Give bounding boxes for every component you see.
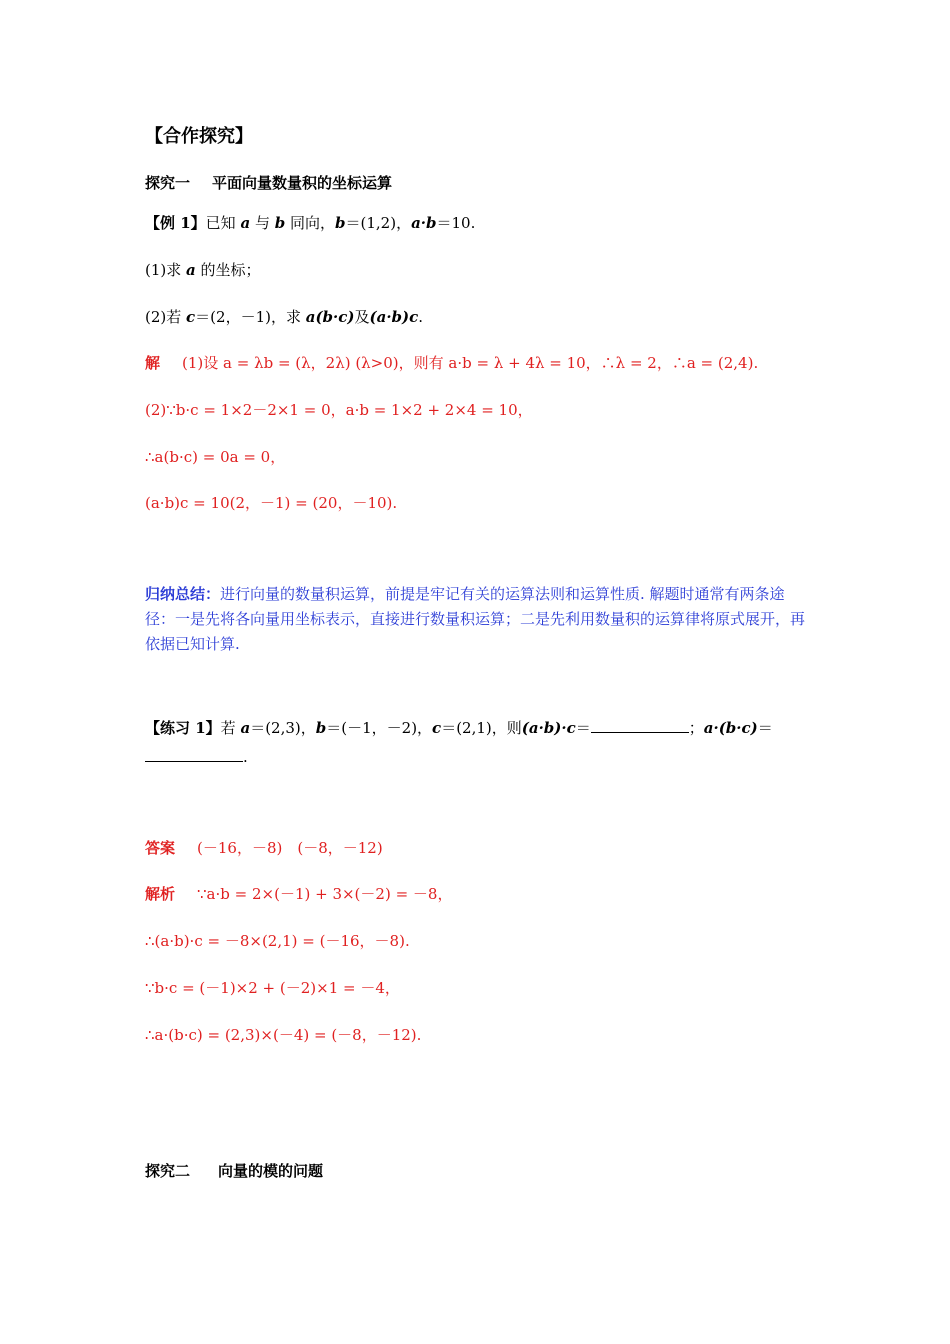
analysis1-line3: ∵b·c = (－1)×2 + (－2)×1 = －4， (145, 979, 400, 997)
var-b: b (274, 214, 286, 232)
var-c: c (186, 308, 196, 326)
inquiry2-title: 向量的模的问题 (218, 1162, 324, 1180)
text: ＝(2,1)，则 (441, 719, 522, 737)
text: ＝(－1，－2)， (326, 719, 433, 737)
text: (2)若 (145, 308, 187, 326)
text: ＝ (757, 719, 773, 737)
inquiry1-title: 平面向量数量积的坐标运算 (212, 174, 393, 192)
solution1-line1 (145, 353, 758, 373)
inquiry2-label: 探究二 (145, 1162, 191, 1180)
example1-question1 (145, 260, 261, 280)
solution1-line4: (a·b)c = 10(2，－1) = (20，－10). (145, 494, 398, 512)
inquiry1-label: 探究一 (145, 174, 191, 192)
analysis-text: ∵a·b = 2×(－1) + 3×(－2) = －8， (197, 885, 453, 903)
var-a: a (240, 719, 251, 737)
text: ； (688, 719, 704, 737)
example1-statement (145, 213, 475, 233)
text: ＝(2，－1)，求 (195, 308, 306, 326)
text: ＝10. (436, 214, 476, 232)
exercise1-label: 【练习 1】 (145, 719, 221, 737)
analysis1-line2: ∴(a·b)·c = －8×(2,1) = (－16，－8). (145, 932, 410, 950)
summary-text: 进行向量的数量积运算，前提是牢记有关的运算法则和运算性质. 解题时通常有两条途径：一是先将各向量用坐标表示，直接进行数量积运算；二是先利用数量积的运算律将原式展开，再依据已知计算. (145, 585, 806, 653)
answer-label: 答案 (145, 839, 176, 857)
inquiry2-heading (145, 1161, 323, 1181)
text: ＝ (575, 719, 591, 737)
text: 同向， (285, 214, 336, 232)
var-b: b (315, 719, 327, 737)
answer-text: (－16，－8) (－8，－12) (197, 839, 383, 857)
solution1-line2: (2)∵b·c = 1×2－2×1 = 0，a·b = 1×2 + 2×4 = 10， (145, 401, 533, 419)
analysis1-line1 (145, 884, 452, 904)
analysis-label: 解析 (145, 885, 176, 903)
text: 若 (220, 719, 241, 737)
text: (1)求 (145, 261, 187, 279)
example1-label: 【例 1】 (145, 214, 206, 232)
answer1 (145, 838, 383, 858)
text: . (418, 308, 424, 326)
summary-paragraph (145, 582, 810, 657)
expr: a·(b·c) (703, 719, 758, 737)
exercise1-continuation (145, 747, 248, 767)
solution-text: (1)设 a = λb = (λ，2λ) (λ>0)，则有 a·b = λ + 4λ = 10，∴λ = 2，∴a = (2,4). (182, 354, 759, 372)
answer-blank-2[interactable] (145, 747, 243, 762)
expr: a(b·c) (305, 308, 355, 326)
text: ＝(1,2)， (345, 214, 412, 232)
expr: (a·b)·c (521, 719, 576, 737)
expr: (a·b)c (369, 308, 419, 326)
solution-label: 解 (145, 354, 161, 372)
exercise1-statement (145, 718, 773, 738)
var-b: b (335, 214, 346, 232)
solution1-line3: ∴a(b·c) = 0a = 0， (145, 448, 286, 466)
text: 及 (354, 308, 370, 326)
var-c: c (432, 719, 442, 737)
var-a: a (186, 261, 196, 279)
summary-label: 归纳总结： (145, 585, 221, 603)
expr-ab: a·b (411, 214, 437, 232)
var-a: a (240, 214, 251, 232)
answer-blank-1[interactable] (591, 718, 689, 733)
example1-question2 (145, 307, 423, 327)
inquiry1-heading (145, 173, 392, 193)
text: 已知 (205, 214, 241, 232)
analysis1-line4: ∴a·(b·c) = (2,3)×(－4) = (－8，－12). (145, 1026, 422, 1044)
section-title: 【合作探究】 (145, 126, 253, 147)
text: 的坐标； (195, 261, 261, 279)
text: ＝(2,3)， (250, 719, 316, 737)
text: 与 (250, 214, 275, 232)
text: . (243, 748, 248, 766)
